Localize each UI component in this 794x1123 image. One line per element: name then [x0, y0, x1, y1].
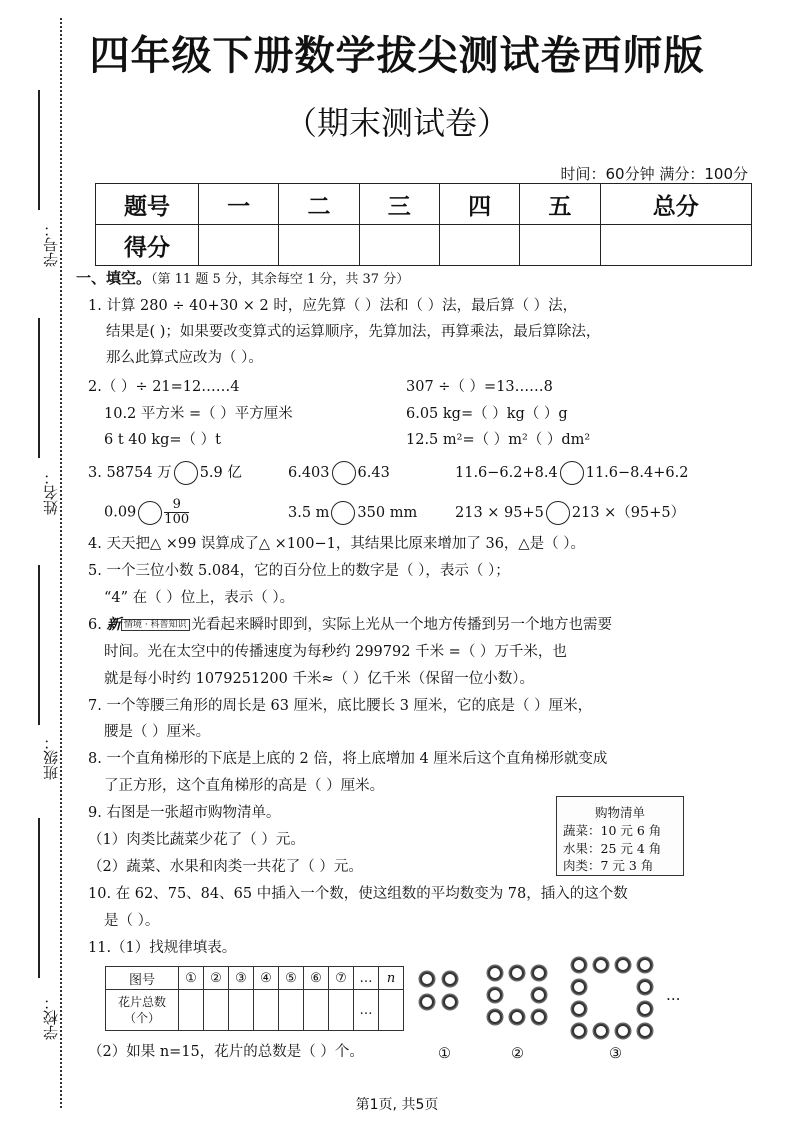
shopping-list-item: 蔬菜：10 元 6 角 — [563, 823, 662, 838]
shopping-list-title: 购物清单 — [594, 805, 645, 820]
section-1-title: 一、填空。 — [76, 269, 152, 287]
compare-circle[interactable] — [138, 501, 162, 525]
student-no-label: 学号： — [42, 222, 60, 267]
pattern-answer-cell[interactable] — [254, 990, 279, 1031]
score-header-cell: 四 — [439, 184, 519, 225]
flower-chip-icon — [488, 988, 502, 1002]
fraction — [164, 498, 189, 527]
pattern-answer-cell[interactable] — [229, 990, 254, 1031]
q3-e — [288, 501, 417, 525]
flower-chip-icon — [572, 1002, 586, 1016]
figure-label-3: ③ — [609, 1046, 622, 1062]
score-value-row — [96, 225, 752, 266]
flower-chip-icon — [420, 995, 434, 1009]
pattern-cell: ④ — [254, 967, 279, 990]
q3-a-right: 5.9 亿 — [199, 465, 242, 481]
compare-circle[interactable] — [174, 461, 198, 485]
q3-b — [288, 461, 390, 485]
q2-d: 6.05 kg=（ ）kg（ ）g — [406, 406, 568, 422]
flower-chip-icon — [638, 980, 652, 994]
page-subtitle: （期末测试卷） — [284, 104, 509, 142]
score-table — [95, 183, 752, 266]
q6-line2: 时间。光在太空中的传播速度为每秒约 299792 千米 =（ ）万千米，也 — [104, 644, 567, 660]
pattern-answer-cell[interactable] — [204, 990, 229, 1031]
q8-line2: 了正方形，这个直角梯形的高是（ ）厘米。 — [104, 778, 385, 794]
q3-f-right: 213 ×（95+5） — [571, 505, 686, 521]
figure-label-2: ② — [511, 1046, 524, 1062]
pattern-cell: ③ — [229, 967, 254, 990]
shopping-list-item: 肉类：7 元 3 角 — [563, 858, 654, 873]
name-label: 姓名： — [42, 470, 60, 515]
score-input-cell[interactable] — [520, 225, 600, 266]
flower-chip-icon — [443, 995, 457, 1009]
q8-line1: 8. 一个直角梯形的下底是上底的 2 倍，将上底增加 4 厘米后这个直角梯形就变成 — [88, 751, 608, 767]
pattern-cell: ⑤ — [279, 967, 304, 990]
figure-label-1: ① — [438, 1046, 451, 1062]
q6-line3: 就是每小时约 1079251200 千米≈（ ）亿千米（保留一位小数）。 — [104, 671, 534, 687]
fraction-numerator: 9 — [164, 498, 189, 513]
q10-line2: 是（ ）。 — [104, 913, 160, 929]
flower-chip-icon — [616, 1024, 630, 1038]
class-line — [38, 565, 40, 725]
pattern-table — [105, 966, 404, 1031]
q6-text: 光看起来瞬时即到，实际上光从一个地方传播到另一个地方也需要 — [191, 617, 613, 633]
compare-circle[interactable] — [331, 501, 355, 525]
flower-chip-icon — [532, 966, 546, 980]
flower-chip-icon — [594, 1024, 608, 1038]
flower-chip-icon — [420, 972, 434, 986]
q3-f — [455, 501, 685, 525]
pattern-row-figure — [106, 967, 404, 990]
flower-chip-icon — [488, 1010, 502, 1024]
q2-f: 12.5 m²=（ ）m²（ ）dm² — [406, 432, 591, 448]
flower-chip-icon — [638, 1002, 652, 1016]
q3-c-left: 11.6−6.2+8.4 — [455, 465, 558, 481]
pattern-answer-cell[interactable] — [304, 990, 329, 1031]
score-input-cell[interactable] — [439, 225, 519, 266]
q6-line1 — [88, 615, 612, 635]
context-tag: 情境 · 科普知识 — [121, 619, 190, 631]
pattern-answer-cell[interactable] — [279, 990, 304, 1031]
q1-line3: 那么此算式应改为（ ）。 — [106, 350, 263, 366]
q9-line2: （1）肉类比蔬菜少花了（ ）元。 — [88, 832, 305, 848]
pattern-row-count — [106, 990, 404, 1031]
q3-d — [104, 498, 189, 527]
binding-dotted-line — [60, 18, 62, 1108]
time-info: 时间：60分钟 满分：100分 — [560, 165, 748, 183]
class-label: 班级： — [42, 735, 60, 780]
q3-b-left: 6.403 — [288, 465, 330, 481]
score-header-cell: 题号 — [96, 184, 199, 225]
compare-circle[interactable] — [332, 461, 356, 485]
shopping-list-card — [556, 796, 684, 876]
q11-line1: 11.（1）找规律填表。 — [88, 940, 237, 956]
q2-a: 2.（ ）÷ 21=12……4 — [88, 379, 240, 395]
figure-ellipsis: … — [666, 988, 681, 1004]
q9-line1: 9. 右图是一张超市购物清单。 — [88, 805, 281, 821]
q3-e-right: 350 mm — [357, 505, 418, 521]
q1-line2: 结果是( )；如果要改变算式的运算顺序，先算加法，再算乘法，最后算除法， — [106, 324, 601, 340]
q3-d-left: 0.09 — [104, 504, 137, 521]
score-input-cell[interactable] — [199, 225, 279, 266]
q4: 4. 天天把△ ×99 误算成了△ ×100−1，其结果比原来增加了 36，△是（ ）。 — [88, 536, 585, 552]
pattern-row-header: 花片总数（个） — [106, 990, 179, 1031]
flower-chip-icon — [532, 1010, 546, 1024]
shopping-list-item: 水果：25 元 4 角 — [563, 841, 662, 856]
score-input-cell[interactable] — [600, 225, 751, 266]
q2-e: 6 t 40 kg=（ ）t — [104, 432, 221, 448]
score-input-cell[interactable] — [279, 225, 359, 266]
flower-chip-icon — [510, 1010, 524, 1024]
q3-c — [455, 461, 688, 485]
section-1-header — [76, 268, 409, 290]
pattern-cell: … — [354, 967, 379, 990]
new-badge: 新 — [106, 616, 121, 633]
q11-line2: （2）如果 n=15，花片的总数是（ ）个。 — [88, 1044, 364, 1060]
q3-b-right: 6.43 — [357, 465, 390, 481]
pattern-cell: … — [354, 990, 379, 1031]
q3-f-left: 213 × 95+5 — [455, 505, 544, 521]
pattern-row-header: 图号 — [106, 967, 179, 990]
q10-line1: 10. 在 62、75、84、65 中插入一个数，使这组数的平均数变为 78，插入的这个数 — [88, 886, 628, 902]
score-header-cell: 一 — [199, 184, 279, 225]
score-header-cell: 三 — [359, 184, 439, 225]
pattern-cell: ⑥ — [304, 967, 329, 990]
score-header-cell: 五 — [520, 184, 600, 225]
pattern-cell: ① — [179, 967, 204, 990]
page-footer: 第1页, 共5页 — [355, 1097, 439, 1113]
pattern-cell: ② — [204, 967, 229, 990]
q5-line2: “4” 在（ ）位上，表示（ ）。 — [104, 590, 295, 606]
score-header-row — [96, 184, 752, 225]
page-title: 四年级下册数学拔尖测试卷西师版 — [89, 33, 705, 79]
flower-chip-icon — [443, 972, 457, 986]
flower-chip-icon — [572, 1024, 586, 1038]
school-label: 学校： — [42, 995, 60, 1040]
flower-chip-icon — [594, 958, 608, 972]
flower-chip-icon — [616, 958, 630, 972]
name-line — [38, 318, 40, 458]
q3-a-left: 3. 58754 万 — [88, 465, 172, 481]
q2-c: 10.2 平方米 =（ ）平方厘米 — [104, 406, 293, 422]
q3-e-left: 3.5 m — [288, 505, 330, 521]
q9-line3: （2）蔬菜、水果和肉类一共花了（ ）元。 — [88, 859, 363, 875]
flower-chip-icon — [572, 958, 586, 972]
compare-circle[interactable] — [546, 501, 570, 525]
q6-number: 6. — [88, 617, 102, 633]
q2-b: 307 ÷（ ）=13……8 — [406, 379, 553, 395]
pattern-cell: ⑦ — [329, 967, 354, 990]
q5-line1: 5. 一个三位小数 5.084，它的百分位上的数字是（ ），表示（ ）； — [88, 563, 510, 579]
flower-chip-icon — [488, 966, 502, 980]
school-line — [38, 818, 40, 978]
fraction-denominator: 100 — [164, 512, 190, 527]
score-input-cell[interactable] — [359, 225, 439, 266]
pattern-answer-cell[interactable] — [379, 990, 404, 1031]
score-header-cell: 二 — [279, 184, 359, 225]
q7-line1: 7. 一个等腰三角形的周长是 63 厘米，底比腰长 3 厘米，它的底是（ ）厘米， — [88, 698, 593, 714]
q7-line2: 腰是（ ）厘米。 — [104, 724, 211, 740]
q3-c-right: 11.6−8.4+6.2 — [585, 465, 689, 481]
pattern-cell: n — [379, 967, 404, 990]
flower-chip-icon — [638, 958, 652, 972]
q3-a — [88, 461, 242, 485]
flower-chip-icon — [638, 1024, 652, 1038]
flower-chip-icon — [532, 988, 546, 1002]
flower-chip-icon — [572, 980, 586, 994]
score-header-cell: 总分 — [600, 184, 751, 225]
score-row-label: 得分 — [96, 225, 199, 266]
flower-chip-icon — [510, 966, 524, 980]
pattern-answer-cell[interactable] — [179, 990, 204, 1031]
compare-circle[interactable] — [560, 461, 584, 485]
section-1-note: （第 11 题 5 分，其余每空 1 分，共 37 分） — [151, 272, 410, 287]
q1-line1: 1. 计算 280 ÷ 40+30 × 2 时，应先算（ ）法和（ ）法，最后算（ ）法， — [88, 298, 578, 314]
pattern-answer-cell[interactable] — [329, 990, 354, 1031]
